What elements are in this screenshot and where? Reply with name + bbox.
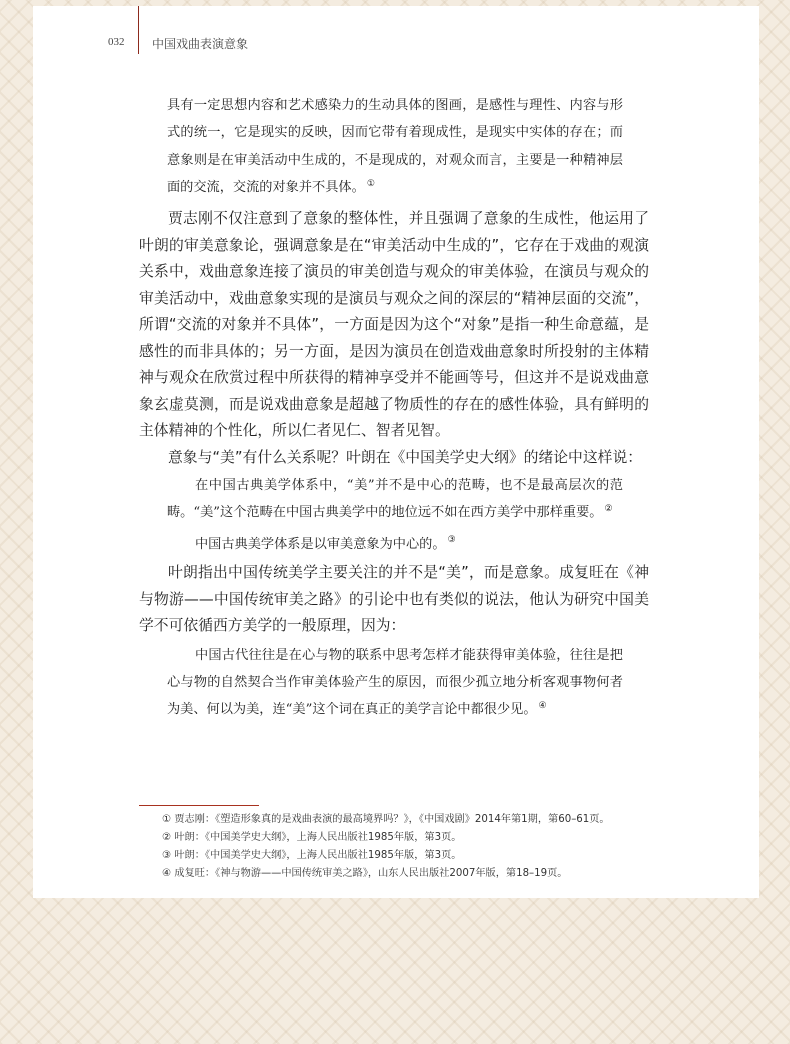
header-divider <box>138 6 139 54</box>
page-number: 032 <box>108 36 125 48</box>
footnote-ref-4[interactable]: ④ <box>538 700 547 711</box>
footnote-ref-3[interactable]: ③ <box>447 535 456 546</box>
footnote-rule <box>139 805 259 806</box>
paragraph-1: 贾志刚不仅注意到了意象的整体性，并且强调了意象的生成性，他运用了叶朗的审美意象论，强调意象是在“审美活动中生成的”，它存在于戏曲的观演关系中，戏曲意象连接了演员的审美创造与观众的审美体验，在演员与观众的审美活动中，戏曲意象实现的是演员与观众之间的深层的“精神层面的交流”，所谓“交流的对象并不具体”，一方面是因为这个“对象”是指一种生命意蕴，是感性的而非具体的；另一方面，是因为演员在创造戏曲意象时所投射的主体精神与观众在欣赏过程中所获得的精神享受并不能画等号，但这并不是说戏曲意象玄虚莫测，而是说戏曲意象是超越了物质性的存在的感性体验，具有鲜明的主体精神的个性化，所以仁者见仁、智者见智。 <box>139 210 649 440</box>
block-quote-1 <box>167 92 623 201</box>
paragraph-2: 意象与“美”有什么关系呢？叶朗在《中国美学史大纲》的绪论中这样说： <box>168 448 643 466</box>
footnote-1: ① 贾志刚：《塑造形象真的是戏曲表演的最高境界吗？》，《中国戏剧》2014年第1期，第60–61页。 <box>162 814 610 825</box>
block-quote-2 <box>167 472 623 527</box>
block-quote-1-text: 具有一定思想内容和艺术感染力的生动具体的图画，是感性与理性、内容与形式的统一，它是现实的反映，因而它带有着现成性，是现实中实体的存在；而意象则是在审美活动中生成的，不是现成的，对观众而言，主要是一种精神层面的交流，交流的对象并不具体。 <box>167 98 623 195</box>
footnote-ref-2[interactable]: ② <box>604 504 613 515</box>
block-quote-4 <box>167 642 623 724</box>
paragraph-3: 叶朗指出中国传统美学主要关注的并不是“美”，而是意象。成复旺在《神与物游——中国传统审美之路》的引论中也有类似的说法，他认为研究中国美学不可依循西方美学的一般原理，因为： <box>139 564 649 635</box>
footnote-2: ② 叶朗：《中国美学史大纲》，上海人民出版社1985年版，第3页。 <box>162 832 462 843</box>
block-quote-2-text: 在中国古典美学体系中，“美”并不是中心的范畴，也不是最高层次的范畴。“美”这个范畴在中国古典美学中的地位远不如在西方美学中那样重要。 <box>167 478 623 521</box>
footnote-4: ④ 成复旺：《神与物游——中国传统审美之路》，山东人民出版社2007年版，第18–19页。 <box>162 868 568 879</box>
footnote-ref-1[interactable]: ① <box>366 178 375 189</box>
running-header-title: 中国戏曲表演意象 <box>152 37 249 51</box>
page-body <box>139 90 649 723</box>
block-quote-3-text: 中国古典美学体系是以审美意象为中心的。 <box>195 536 446 552</box>
footnotes <box>162 811 682 883</box>
footnote-3: ③ 叶朗：《中国美学史大纲》，上海人民出版社1985年版，第3页。 <box>162 850 462 861</box>
book-page <box>33 6 759 898</box>
block-quote-3 <box>167 531 623 558</box>
block-quote-4-text: 中国古代往往是在心与物的联系中思考怎样才能获得审美体验，往往是把心与物的自然契合当作审美体验产生的原因，而很少孤立地分析客观事物何者为美、何以为美，连“美”这个词在真正的美学言论中都很少见。 <box>167 647 623 718</box>
